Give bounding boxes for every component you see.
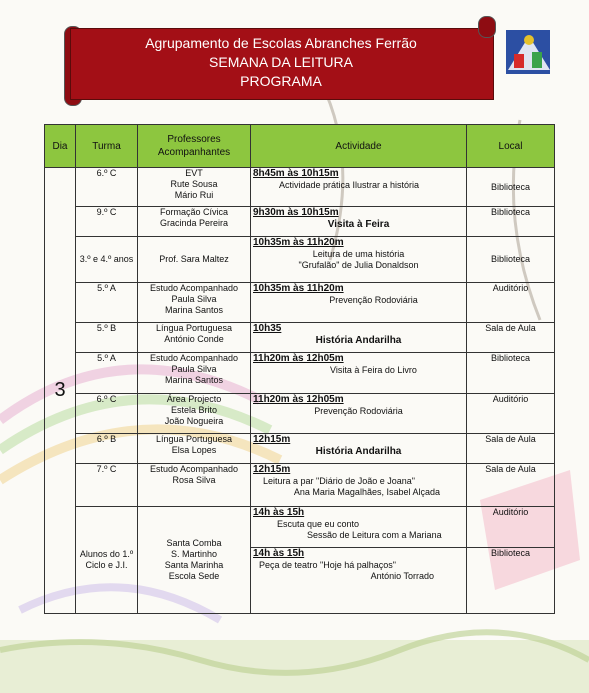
- activity-time: 10h35m às 11h20m: [253, 237, 344, 248]
- local-cell: Biblioteca: [467, 207, 555, 237]
- prof-line: Formação Cívica: [159, 207, 229, 217]
- activity-time: 11h20m às 12h05m: [253, 353, 344, 364]
- prof-line: Paula Silva: [171, 294, 217, 304]
- prof-line: Rosa Silva: [172, 475, 216, 485]
- prof-cell: [138, 434, 251, 464]
- local-cell: Auditório: [467, 394, 555, 434]
- prof-line: Estudo Acompanhado: [149, 353, 239, 363]
- local-cell: Auditório: [467, 507, 555, 548]
- table-header-row: [45, 125, 555, 168]
- activity-text: Visita à Feira: [327, 219, 390, 230]
- activity-time: 12h15m: [253, 434, 291, 445]
- event-name: SEMANA DA LEITURA: [209, 54, 353, 70]
- prof-line: Área Projecto: [166, 394, 222, 404]
- prof-line: EVT: [185, 168, 203, 178]
- activity-time: 9h30m às 10h15m: [253, 207, 339, 218]
- table-row: [45, 353, 555, 394]
- banner-title: [70, 34, 492, 91]
- prof-cell: [138, 168, 251, 207]
- activity-text: Escuta que eu conto: [277, 519, 360, 529]
- activity-text: "Grufalão" de Julia Donaldson: [298, 260, 419, 270]
- local-cell: Auditório: [467, 283, 555, 323]
- prof-line: Estudo Acompanhado: [149, 464, 239, 474]
- school-name: Agrupamento de Escolas Abranches Ferrão: [145, 35, 417, 51]
- col-header-professores-text: Professores Acompanhantes: [157, 134, 231, 158]
- col-header-dia: Dia: [45, 125, 76, 168]
- table-row: [45, 283, 555, 323]
- table-row: [45, 207, 555, 237]
- activity-cell: [251, 283, 467, 323]
- prof-cell: [138, 394, 251, 434]
- turma-cell: 5.º B: [76, 323, 138, 353]
- prof-line: Elsa Lopes: [171, 445, 217, 455]
- activity-text: Sessão de Leitura com a Mariana: [307, 530, 442, 540]
- prof-line: Prof. Sara Maltez: [159, 254, 229, 264]
- prof-line: Estela Brito: [170, 405, 218, 415]
- activity-cell: [251, 464, 467, 507]
- turma-cell: 5.º A: [76, 353, 138, 394]
- col-header-turma: Turma: [76, 125, 138, 168]
- prof-line: Rute Sousa: [170, 179, 218, 189]
- activity-cell: [251, 434, 467, 464]
- activity-text: Actividade prática Ilustrar a história: [279, 180, 420, 190]
- activity-time: 11h20m às 12h05m: [253, 394, 344, 405]
- activity-text: Leitura a par "Diário de João e Joana": [263, 476, 415, 486]
- local-cell: Sala de Aula: [467, 323, 555, 353]
- table-row: [45, 323, 555, 353]
- prof-line: Estudo Acompanhado: [149, 283, 239, 293]
- day-cell: 3: [45, 168, 76, 614]
- activity-time: 8h45m às 10h15m: [253, 168, 339, 179]
- program-label: PROGRAMA: [240, 73, 322, 89]
- prof-cell: [138, 353, 251, 394]
- prof-line: Marina Santos: [164, 305, 224, 315]
- prof-line: Santa Marinha: [164, 560, 224, 570]
- activity-text: Ana Maria Magalhães, Isabel Alçada: [293, 487, 440, 497]
- prof-cell: [138, 464, 251, 507]
- activity-cell: [251, 323, 467, 353]
- prof-line: Mário Rui: [174, 190, 214, 200]
- activity-text: História Andarilha: [315, 446, 402, 457]
- activity-cell: [251, 353, 467, 394]
- activity-text: História Andarilha: [315, 335, 402, 346]
- local-cell: Biblioteca: [467, 237, 555, 283]
- local-cell: Biblioteca: [467, 353, 555, 394]
- col-header-professores: [138, 125, 251, 168]
- prof-cell: [138, 507, 251, 614]
- turma-cell: 6.º B: [76, 434, 138, 464]
- activity-time: 14h às 15h: [253, 507, 305, 518]
- activity-cell: [251, 237, 467, 283]
- activity-text: Prevenção Rodoviária: [314, 406, 403, 416]
- prof-line: Gracinda Pereira: [159, 218, 229, 228]
- activity-text: Leitura de uma história: [312, 249, 405, 259]
- table-row: [45, 168, 555, 207]
- local-cell: Sala de Aula: [467, 434, 555, 464]
- table-row: [45, 507, 555, 548]
- prof-line: Língua Portuguesa: [155, 434, 233, 444]
- activity-time: 10h35: [253, 323, 282, 334]
- activity-time: 12h15m: [253, 464, 291, 475]
- table-row: [45, 237, 555, 283]
- prof-line: Língua Portuguesa: [155, 323, 233, 333]
- turma-cell: 6.º C: [76, 394, 138, 434]
- table-row: [45, 394, 555, 434]
- turma-cell: 6.º C: [76, 168, 138, 207]
- activity-cell: [251, 394, 467, 434]
- program-table: [44, 124, 555, 614]
- activity-cell: [251, 207, 467, 237]
- prof-cell: [138, 323, 251, 353]
- activity-text: Prevenção Rodoviária: [329, 295, 418, 305]
- table-row: [45, 464, 555, 507]
- prof-line: Paula Silva: [171, 364, 217, 374]
- prof-line: Marina Santos: [164, 375, 224, 385]
- table-row: [45, 434, 555, 464]
- local-cell: Biblioteca: [467, 548, 555, 614]
- turma-cell: 9.º C: [76, 207, 138, 237]
- prof-line: Escola Sede: [168, 571, 220, 581]
- prof-line: João Nogueira: [164, 416, 224, 426]
- prof-cell: [138, 283, 251, 323]
- prof-cell: [138, 237, 251, 283]
- turma-cell: Alunos do 1.º Ciclo e J.I.: [76, 507, 138, 614]
- activity-cell: [251, 507, 467, 548]
- prof-line: Santa Comba: [166, 538, 222, 548]
- activity-time: 14h às 15h: [253, 548, 305, 559]
- turma-cell: 7.º C: [76, 464, 138, 507]
- col-header-actividade: Actividade: [251, 125, 467, 168]
- local-cell: Biblioteca: [467, 168, 555, 207]
- turma-cell: 5.º A: [76, 283, 138, 323]
- prof-cell: [138, 207, 251, 237]
- activity-text: Peça de teatro "Hoje há palhaços": [259, 560, 396, 570]
- local-cell: Sala de Aula: [467, 464, 555, 507]
- prof-line: António Conde: [164, 334, 224, 344]
- activity-text: António Torrado: [370, 571, 434, 581]
- activity-text: Visita à Feira do Livro: [330, 365, 417, 375]
- school-logo: [504, 26, 554, 78]
- activity-cell: [251, 548, 467, 614]
- prof-line: S. Martinho: [170, 549, 218, 559]
- activity-cell: [251, 168, 467, 207]
- col-header-local: Local: [467, 125, 555, 168]
- activity-time: 10h35m às 11h20m: [253, 283, 344, 294]
- turma-cell: 3.º e 4.º anos: [76, 237, 138, 283]
